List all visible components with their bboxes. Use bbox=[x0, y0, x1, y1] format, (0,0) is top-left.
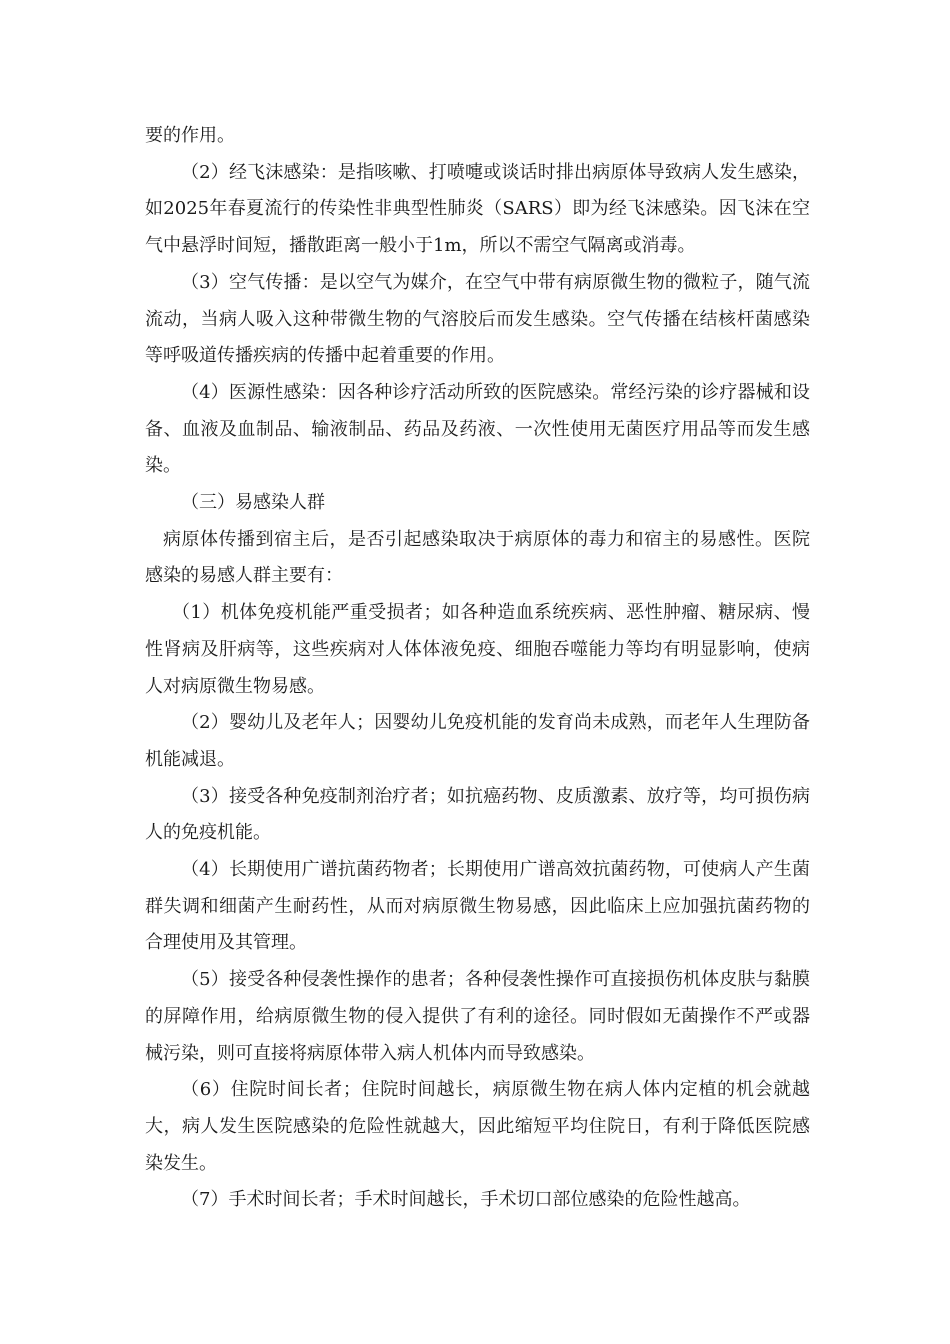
list-item-long-hospitalization: （6）住院时间长者；住院时间越长，病原微生物在病人体内定植的机会就越大，病人发生医院感染的危险性就越大，因此缩短平均住院日，有利于降低医院感染发生。 bbox=[145, 1079, 810, 1174]
list-item-immunosuppressant-therapy: （3）接受各种免疫制剂治疗者；如抗癌药物、皮质激素、放疗等，均可损伤病人的免疫机能。 bbox=[145, 785, 810, 844]
paragraph-susceptibility-intro: 病原体传播到宿主后，是否引起感染取决于病原体的毒力和宿主的易感性。医院感染的易感人群主要有： bbox=[145, 528, 810, 587]
list-item-immunocompromised: （1）机体免疫机能严重受损者；如各种造血系统疾病、恶性肿瘤、糖尿病、慢性肾病及肝病等，这些疾病对人体体液免疫、细胞吞噬能力等均有明显影响，使病人对病原微生物易感。 bbox=[145, 602, 810, 697]
list-item-invasive-procedures: （5）接受各种侵袭性操作的患者；各种侵袭性操作可直接损伤机体皮肤与黏膜的屏障作用，给病原微生物的侵入提供了有利的途径。同时假如无菌操作不严或器械污染，则可直接将病原体带入病人机体内而导致感染。 bbox=[145, 969, 810, 1064]
paragraph-continuation: 要的作用。 bbox=[145, 125, 235, 146]
paragraph-airborne-transmission: （3）空气传播：是以空气为媒介，在空气中带有病原微生物的微粒子，随气流流动，当病人吸入这种带微生物的气溶胶后而发生感染。空气传播在结核杆菌感染等呼吸道传播疾病的传播中起着重要的作用。 bbox=[145, 271, 810, 367]
list-item-infants-elderly: （2）婴幼儿及老年人；因婴幼儿免疫机能的发育尚未成熟，而老年人生理防备机能减退。 bbox=[145, 712, 810, 770]
paragraph-droplet-infection: （2）经飞沫感染：是指咳嗽、打喷嚏或谈话时排出病原体导致病人发生感染，如2025年春夏流行的传染性非典型性肺炎（SARS）即为经飞沫感染。因飞沫在空气中悬浮时间短，播散距离一般小于1m，所以不需空气隔离或消毒。 bbox=[145, 161, 810, 257]
list-item-long-surgery: （7）手术时间长者；手术时间越长，手术切口部位感染的危险性越高。 bbox=[181, 1189, 751, 1211]
list-item-antibiotic-use: （4）长期使用广谱抗菌药物者；长期使用广谱高效抗菌药物，可使病人产生菌群失调和细菌产生耐药性，从而对病原微生物易感，因此临床上应加强抗菌药物的合理使用及其管理。 bbox=[145, 859, 810, 954]
document-body bbox=[145, 118, 810, 1219]
paragraph-iatrogenic-infection: （4）医源性感染：因各种诊疗活动所致的医院感染。常经污染的诊疗器械和设备、血液及血制品、输液制品、药品及药液、一次性使用无菌医疗用品等而发生感染。 bbox=[145, 381, 810, 477]
section-heading-susceptible-population: （三）易感染人群 bbox=[181, 492, 325, 514]
